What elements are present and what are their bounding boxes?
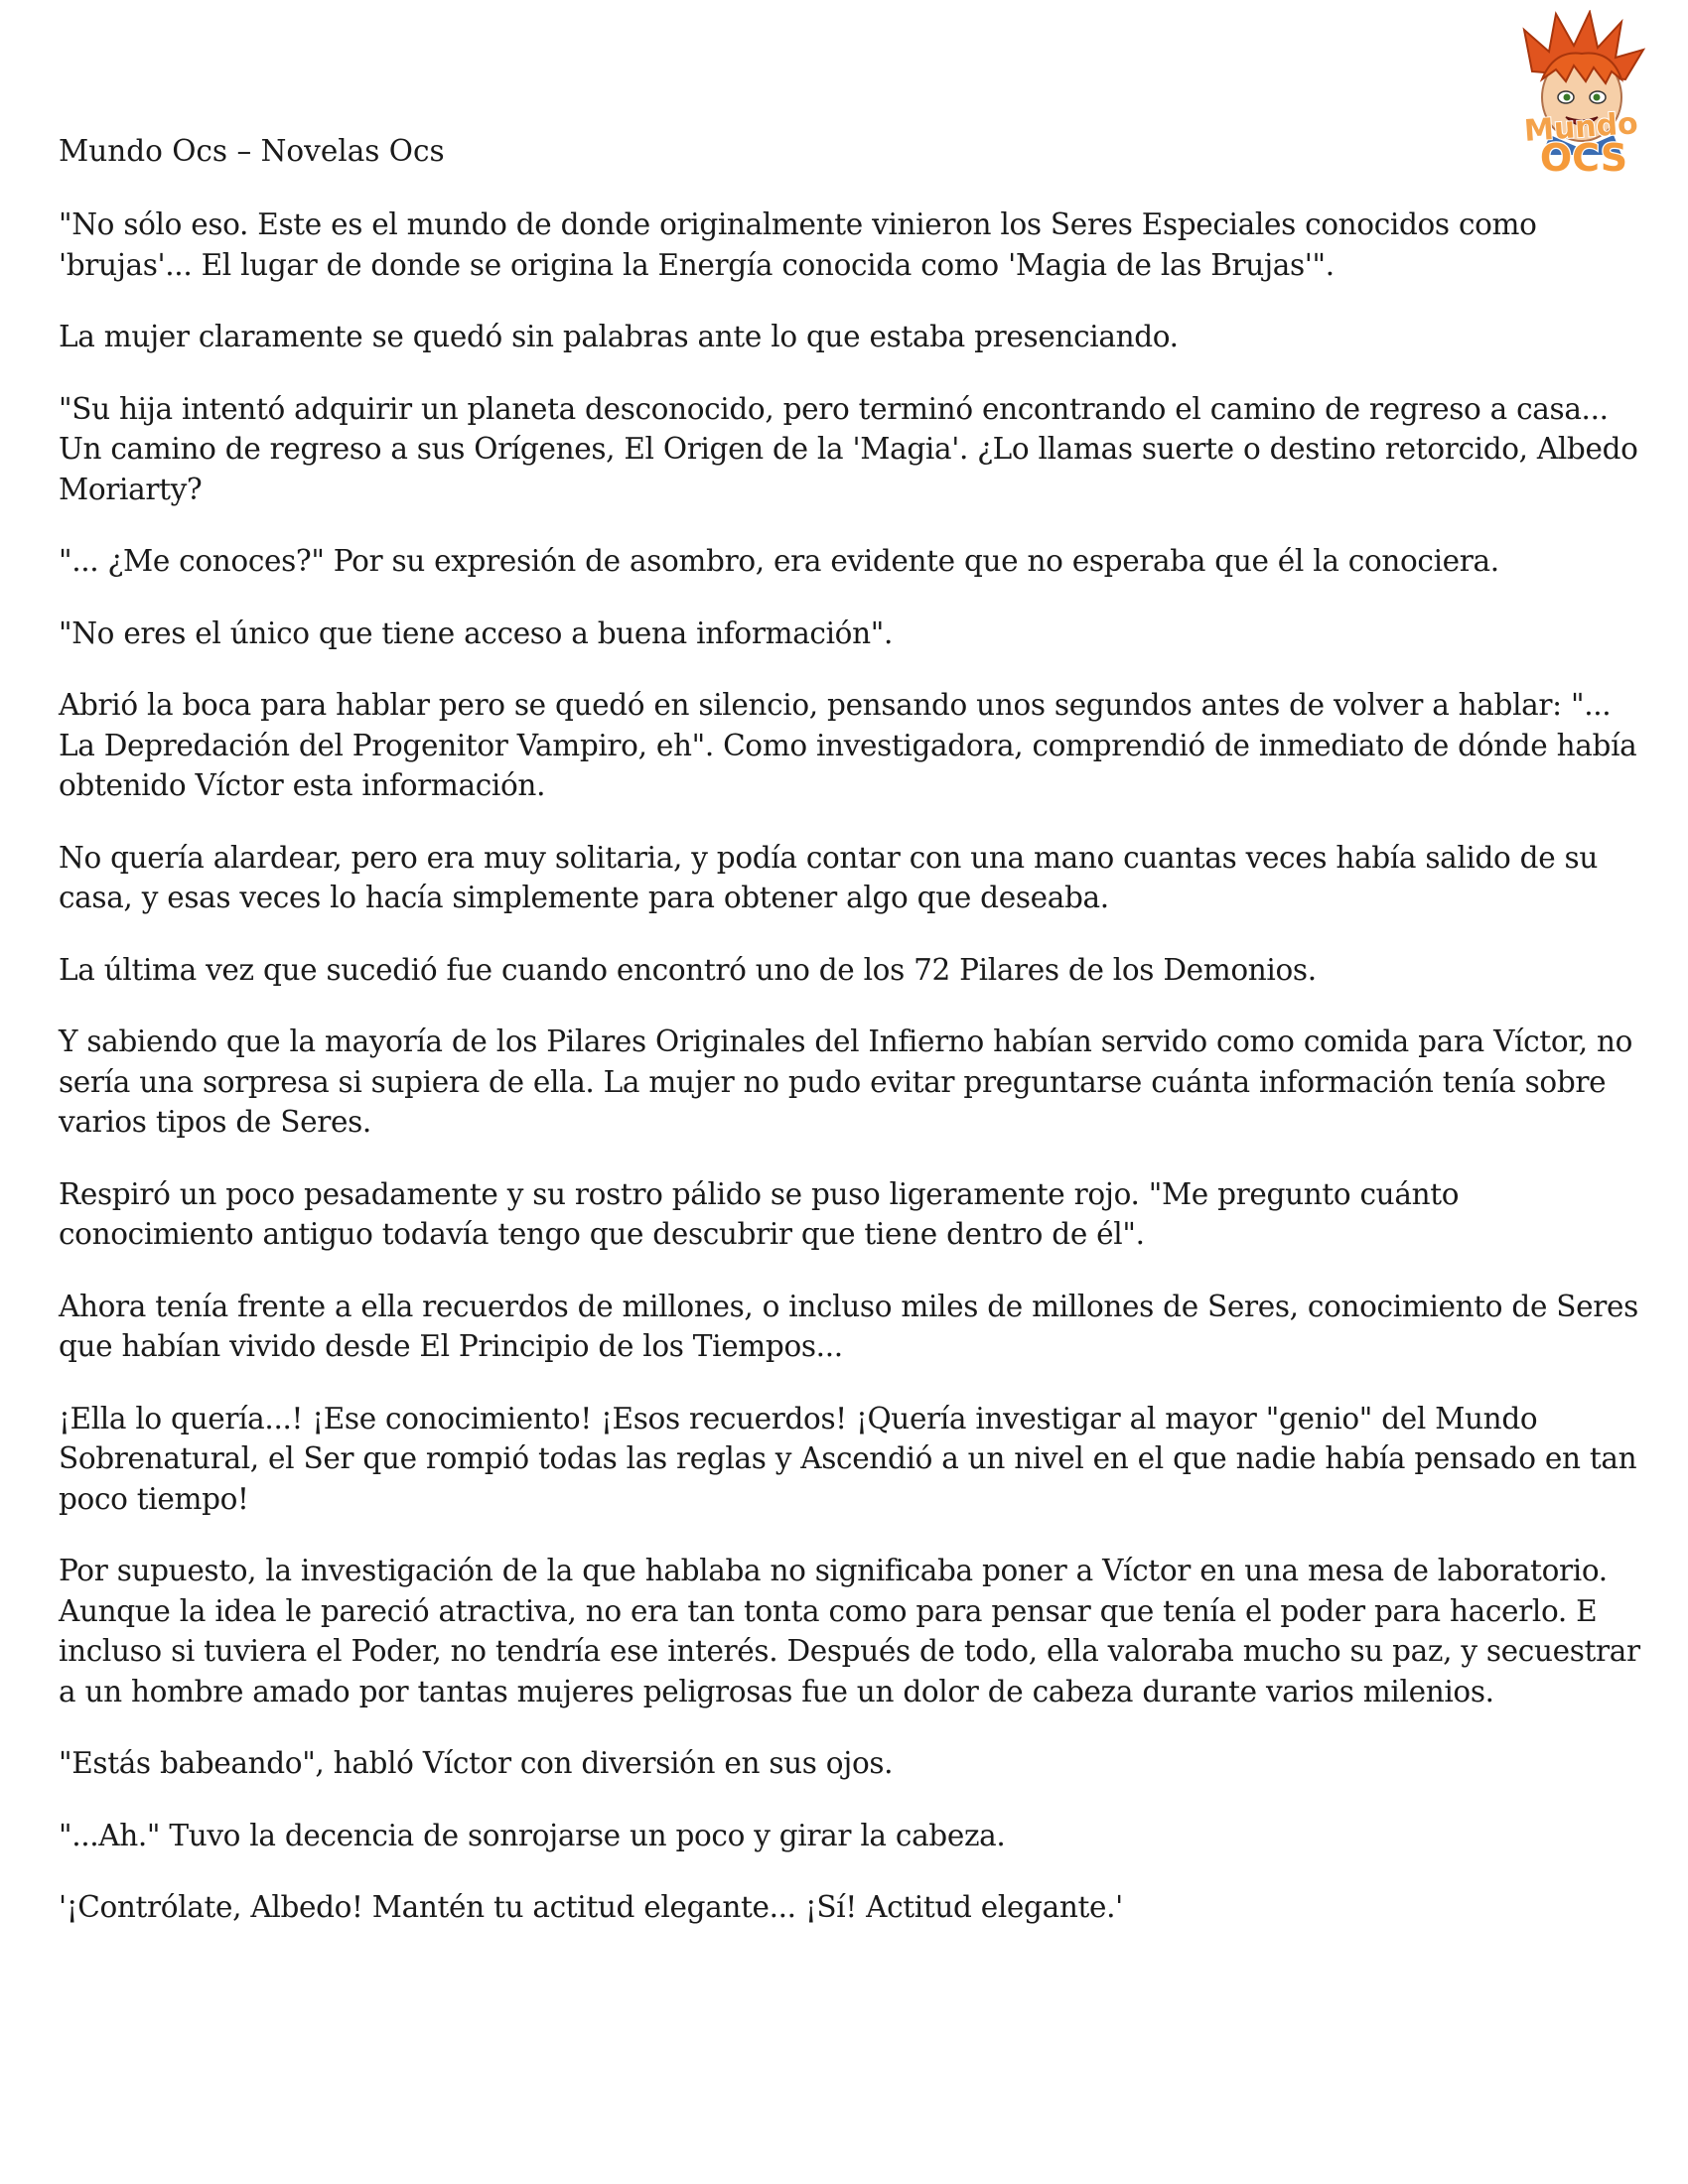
paragraph: "...Ah." Tuvo la decencia de sonrojarse un poco y girar la cabeza. — [59, 1818, 1006, 1852]
paragraph: "... ¿Me conoces?" Por su expresión de asombro, era evidente que no esperaba que él la conociera. — [59, 544, 1499, 578]
paragraph: "No eres el único que tiene acceso a buena información". — [59, 615, 893, 650]
paragraph: Ahora tenía frente a ella recuerdos de millones, o incluso miles de millones de Seres, conocimiento de Seres que habían vivido desde El Principio de los Tiempos... — [59, 1289, 1638, 1363]
document-body — [59, 205, 1647, 1960]
paragraph: ¡Ella lo quería...! ¡Ese conocimiento! ¡Esos recuerdos! ¡Quería investigar al mayor "genio" del Mundo Sobrenatural, el Ser que rompió todas las reglas y Ascendió a un nivel en el que nadie había pensado en tan poco tiempo! — [59, 1401, 1637, 1516]
logo-text-top: Mundo — [1522, 106, 1639, 149]
paragraph: La última vez que sucedió fue cuando encontró uno de los 72 Pilares de los Demonios. — [59, 952, 1317, 987]
paragraph: No quería alardear, pero era muy solitaria, y podía contar con una mano cuantas veces había salido de su casa, y esas veces lo hacía simplemente para obtener algo que deseaba. — [59, 840, 1598, 914]
paragraph: Por supuesto, la investigación de la que hablaba no significaba poner a Víctor en una mesa de laboratorio. Aunque la idea le pareció atractiva, no era tan tonta como para pensar que tenía el poder para hacerlo. E incluso si tuviera el Poder, no tendría ese interés. Después de todo, ella valoraba mucho su paz, y secuestrar a un hombre amado por tantas mujeres peligrosas fue un dolor de cabeza durante varios milenios. — [59, 1554, 1640, 1708]
logo-text-bottom: OCS — [1539, 136, 1628, 180]
mundo-ocs-logo — [1494, 10, 1669, 185]
paragraph: La mujer claramente se quedó sin palabras ante lo que estaba presenciando. — [59, 320, 1179, 353]
paragraph: Abrió la boca para hablar pero se quedó en silencio, pensando unos segundos antes de volver a hablar: "... La Depredación del Progenitor Vampiro, eh". Como investigadora, comprendió de inmediato de dónde había obtenido Víctor esta información. — [59, 688, 1637, 802]
page-header-title: Mundo Ocs – Novelas Ocs — [59, 134, 445, 168]
paragraph: "No sólo eso. Este es el mundo de donde originalmente vinieron los Seres Especiales conocidos como 'brujas'... El lugar de donde se origina la Energía conocida como 'Magia de las Brujas'". — [59, 207, 1537, 282]
paragraph: '¡Contrólate, Albedo! Mantén tu actitud elegante... ¡Sí! Actitud elegante.' — [59, 1890, 1123, 1924]
paragraph: "Su hija intentó adquirir un planeta desconocido, pero terminó encontrando el camino de regreso a casa... Un camino de regreso a sus Orígenes, El Origen de la 'Magia'. ¿Lo llamas suerte o destino retorcido, Albedo Moriarty? — [59, 391, 1638, 506]
paragraph: Y sabiendo que la mayoría de los Pilares Originales del Infierno habían servido como comida para Víctor, no sería una sorpresa si supiera de ella. La mujer no pudo evitar preguntarse cuánta información tenía sobre varios tipos de Seres. — [59, 1024, 1633, 1139]
paragraph: Respiró un poco pesadamente y su rostro pálido se puso ligeramente rojo. "Me pregunto cuánto conocimiento antiguo todavía tengo que descubrir que tiene dentro de él". — [59, 1176, 1460, 1251]
paragraph: "Estás babeando", habló Víctor con diversión en sus ojos. — [59, 1746, 894, 1780]
